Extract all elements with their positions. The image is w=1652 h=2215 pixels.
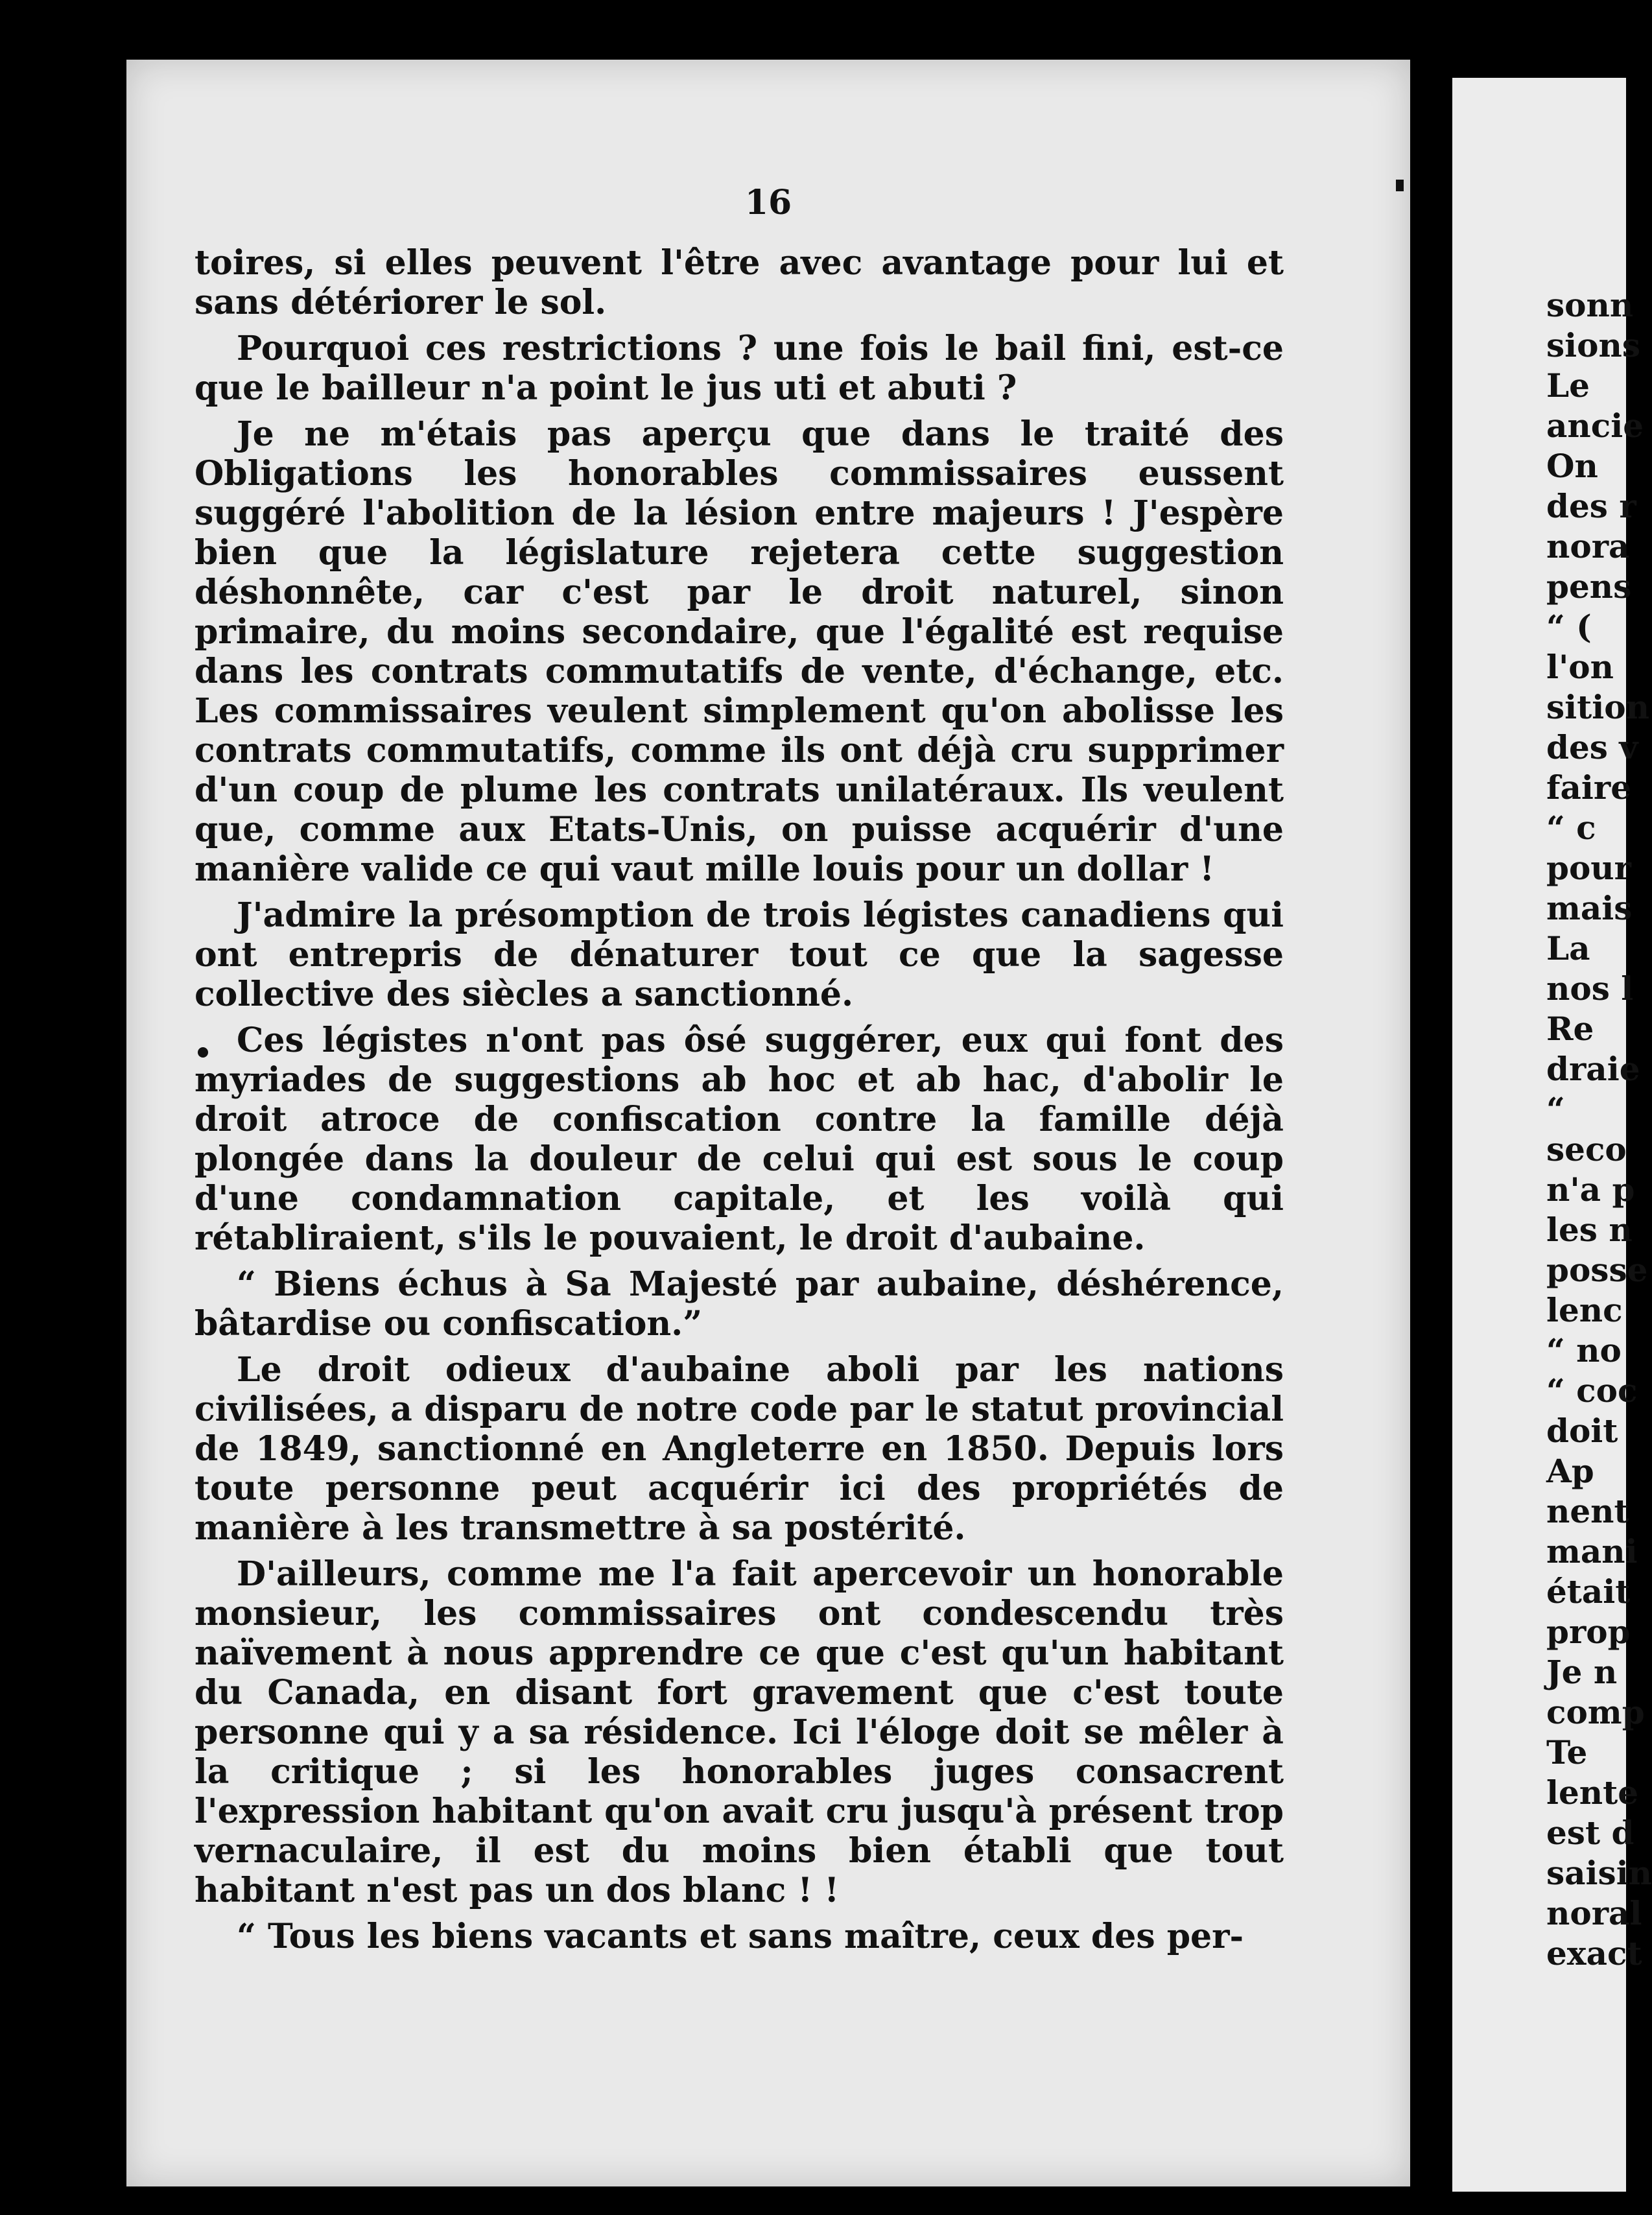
adjacent-page-line: saisin (1546, 1854, 1652, 1892)
adjacent-page-line: draie (1546, 1050, 1640, 1088)
adjacent-page-line: “ ( (1546, 608, 1592, 646)
adjacent-page-line: mais (1546, 889, 1633, 927)
adjacent-page-line: Je n (1546, 1653, 1618, 1691)
adjacent-page-line: exact (1546, 1934, 1642, 1972)
adjacent-page-line: Le (1546, 366, 1590, 405)
adjacent-page-line: était (1546, 1572, 1631, 1611)
adjacent-page-line: nent (1546, 1492, 1629, 1530)
adjacent-page-line: pens (1546, 567, 1632, 606)
adjacent-page-line: faire (1546, 768, 1632, 807)
adjacent-page-line: Te (1546, 1733, 1588, 1771)
adjacent-page-line: La (1546, 929, 1590, 967)
adjacent-page-line: Re (1546, 1010, 1594, 1048)
adjacent-page-line: lente (1546, 1773, 1639, 1812)
paragraph: “ Biens échus à Sa Majesté par aubaine, déshérence, bâtardise ou confiscation.” (195, 1264, 1284, 1344)
adjacent-page-line: posse (1546, 1251, 1648, 1289)
paragraph: “ Tous les biens vacants et sans maître, ceux des per- (237, 1917, 1244, 1956)
adjacent-page-line: des v (1546, 728, 1638, 766)
adjacent-page-line: sition (1546, 688, 1649, 726)
adjacent-page-line: “ (1546, 1090, 1565, 1128)
adjacent-page-line: mani (1546, 1532, 1638, 1570)
paragraph: Le droit odieux d'aubaine aboli par les nations civilisées, a disparu de notre code par le statut provincial de 1849, sanctionné en Angleterre en 1850. Depuis lors toute personne peut acquérir ici des propriétés de manière à les transmettre à sa postérité. (195, 1350, 1284, 1548)
paragraph: J'admire la présomption de trois légistes canadiens qui ont entrepris de dénaturer tout ce que la sagesse collective des siècles a sanctionné. (195, 895, 1284, 1014)
adjacent-page-line: est d (1546, 1814, 1634, 1852)
adjacent-page-line: “ coc (1546, 1371, 1638, 1410)
page-number: 16 (744, 183, 792, 222)
adjacent-page-line: l'on (1546, 648, 1614, 686)
paragraph: Je ne m'étais pas aperçu que dans le traité des Obligations les honorables commissaires eussent suggéré l'abolition de la lésion entre majeurs ! J'espère bien que la législature rejetera cette suggestion déshonnête, car c'est par le droit naturel, sinon primaire, du moins secondaire, que l'égalité est requise dans les contrats commutatifs de vente, d'échange, etc. Les commissaires veulent simplement qu'on abolisse les contrats commutatifs, comme ils ont déjà cru supprimer d'un coup de plume les contrats unilatéraux. Ils veulent que, comme aux Etats-Unis, on puisse acquérir d'une manière valide ce qui vaut mille louis pour un dollar ! (195, 414, 1284, 889)
adjacent-page-line: noral (1546, 1894, 1642, 1932)
adjacent-page-line: les n (1546, 1211, 1633, 1249)
adjacent-page-line: des r (1546, 487, 1636, 525)
adjacent-page-line: sonn (1546, 286, 1634, 324)
adjacent-page-line: doit (1546, 1412, 1618, 1450)
adjacent-page-line: On (1546, 447, 1598, 485)
adjacent-page-line: lenc (1546, 1291, 1623, 1329)
adjacent-page-text (1546, 285, 1650, 1974)
body-text (195, 243, 1284, 1963)
adjacent-page-line: n'a p (1546, 1170, 1635, 1209)
adjacent-page-line: nos l (1546, 969, 1634, 1008)
adjacent-page-line: ancie (1546, 407, 1644, 445)
paragraph: Ces légistes n'ont pas ôsé suggérer, eux qui font des myriades de suggestions ab hoc et ab hac, d'abolir le droit atroce de confiscation contre la famille déjà plongée dans la douleur de celui qui est sous le coup d'une condamnation capitale, et les voilà qui rétabliraient, s'ils le pouvaient, le droit d'aubaine. (195, 1021, 1284, 1258)
paragraph: D'ailleurs, comme me l'a fait apercevoir un honorable monsieur, les commissaires ont condescendu très naïvement à nous apprendre ce que c'est qu'un habitant du Canada, en disant fort gravement que c'est toute personne qui y a sa résidence. Ici l'éloge doit se mêler à la critique ; si les honorables juges consacrent l'expression habitant qu'on avait cru jusqu'à présent trop vernaculaire, il est du moins bien établi que tout habitant n'est pas un dos blanc ! ! (195, 1554, 1284, 1910)
adjacent-page-line: sions (1546, 326, 1640, 364)
adjacent-page-line: “ c (1546, 809, 1596, 847)
adjacent-page-line: Ap (1546, 1452, 1594, 1490)
adjacent-page-line: pour (1546, 849, 1632, 887)
adjacent-page-line: nora (1546, 527, 1630, 565)
adjacent-page-line: “ no (1546, 1331, 1622, 1369)
adjacent-page-line: comp (1546, 1693, 1645, 1731)
adjacent-page-line: seco (1546, 1130, 1627, 1168)
paragraph: toires, si elles peuvent l'être avec avantage pour lui et sans détériorer le sol. (195, 243, 1284, 322)
adjacent-page-line: prop (1546, 1613, 1631, 1651)
paragraph: Pourquoi ces restrictions ? une fois le bail fini, est-ce que le bailleur n'a point le jus uti et abuti ? (195, 329, 1284, 408)
